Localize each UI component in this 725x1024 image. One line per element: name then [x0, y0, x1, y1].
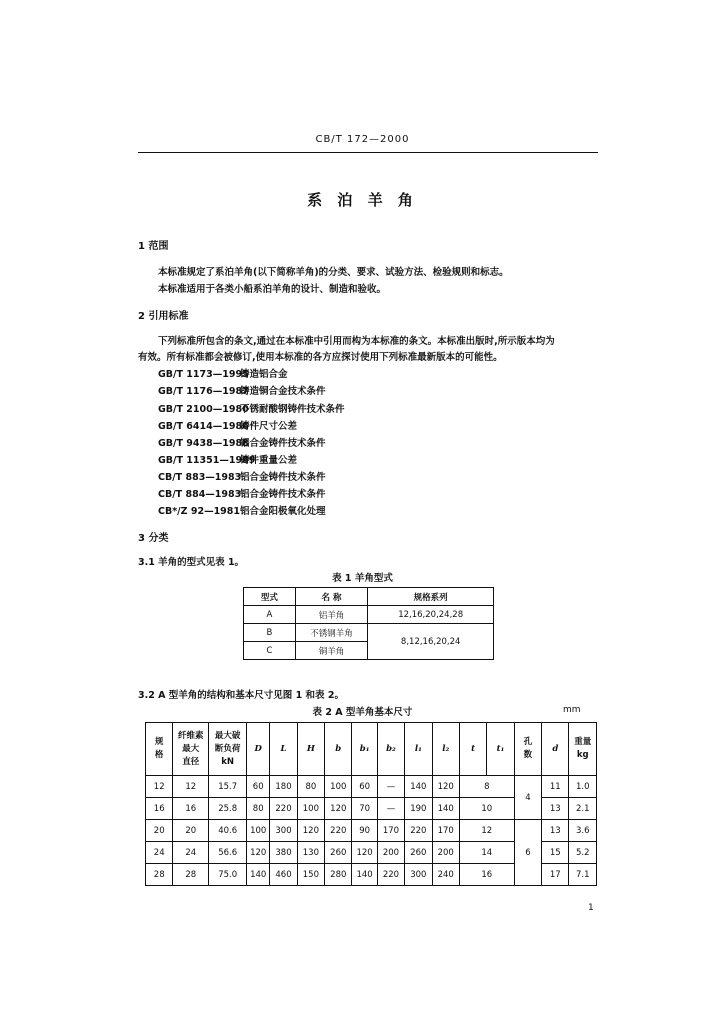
- table-cell: 140: [405, 776, 432, 798]
- section-2-para-1-cont: 有效。所有标准都会被修订,使用本标准的各方应探讨使用下列标准最新版本的可能性。: [138, 352, 503, 363]
- table-cell: 200: [377, 842, 404, 864]
- table-cell: 80: [247, 798, 270, 820]
- table-row: [244, 606, 494, 624]
- header-cell: d: [542, 723, 569, 776]
- header-cell: 重量 kg: [569, 723, 597, 776]
- table-cell: 180: [270, 776, 297, 798]
- table-cell: 280: [325, 864, 352, 886]
- table-cell: 220: [405, 820, 432, 842]
- table-header-row: [146, 723, 597, 776]
- table-cell: —: [377, 776, 404, 798]
- section-2-para-1: 下列标准所包含的条文,通过在本标准中引用而构为本标准的条文。本标准出版时,所示版本均为: [158, 336, 555, 347]
- header-cell: 规格: [146, 723, 173, 776]
- header-cell: D: [247, 723, 270, 776]
- table-cell: 12: [146, 776, 173, 798]
- header-cell: L: [270, 723, 297, 776]
- table-cell: 220: [325, 820, 352, 842]
- table-cell: 13: [542, 820, 569, 842]
- table-cell: 1.0: [569, 776, 597, 798]
- table-cell: 2.1: [569, 798, 597, 820]
- table-cell: 7.1: [569, 864, 597, 886]
- document-title: 系 泊 羊 角: [307, 191, 418, 209]
- section-2-heading: 2 引用标准: [138, 311, 189, 322]
- table-cell: 16: [459, 864, 514, 886]
- table-cell: 24: [146, 842, 173, 864]
- table-cell: 24: [173, 842, 209, 864]
- table-cell: 56.6: [209, 842, 247, 864]
- table-cell: 10: [459, 798, 514, 820]
- table-cell: 16: [173, 798, 209, 820]
- table-cell: 200: [432, 842, 459, 864]
- table-cell: B: [244, 624, 296, 642]
- table-cell: 6: [514, 820, 541, 886]
- header-cell: 名 称: [295, 588, 368, 606]
- table-cell: 460: [270, 864, 297, 886]
- header-cell: 纤维素 最大 直径: [173, 723, 209, 776]
- table-cell: 20: [173, 820, 209, 842]
- ref-item: GB/T 9438—1988铝合金铸件技术条件: [158, 438, 326, 449]
- table-cell: 17: [542, 864, 569, 886]
- header-cell: 孔 数: [514, 723, 541, 776]
- table-cell: 260: [405, 842, 432, 864]
- table-1-caption: 表 1 羊角型式: [332, 573, 393, 584]
- table-cell: 12,16,20,24,28: [368, 606, 494, 624]
- table-cell: 150: [297, 864, 324, 886]
- ref-item: GB/T 2100—1980不锈耐酸钢铸件技术条件: [158, 404, 345, 415]
- table-cell: 15.7: [209, 776, 247, 798]
- table-cell: 120: [247, 842, 270, 864]
- table-2-unit: mm: [563, 705, 581, 715]
- table-row: [146, 820, 597, 842]
- table-cell: —: [377, 798, 404, 820]
- section-3-heading: 3 分类: [138, 533, 169, 544]
- table-cell: 80: [297, 776, 324, 798]
- table-cell: 140: [352, 864, 377, 886]
- table-cell: 13: [542, 798, 569, 820]
- table-cell: 铝羊角: [295, 606, 368, 624]
- table-2: [145, 722, 597, 886]
- table-cell: 8: [459, 776, 514, 798]
- table-cell: 260: [325, 842, 352, 864]
- table-cell: 28: [146, 864, 173, 886]
- table-cell: 100: [247, 820, 270, 842]
- table-cell: 220: [377, 864, 404, 886]
- table-cell: 15: [542, 842, 569, 864]
- table-cell: 170: [377, 820, 404, 842]
- page-number: 1: [588, 903, 594, 913]
- table-cell: 40.6: [209, 820, 247, 842]
- table-cell: 75.0: [209, 864, 247, 886]
- table-cell: 380: [270, 842, 297, 864]
- table-row: [146, 776, 597, 798]
- header-rule: [138, 152, 598, 153]
- table-cell: 140: [432, 798, 459, 820]
- table-cell: 100: [325, 776, 352, 798]
- table-cell: 300: [405, 864, 432, 886]
- table-cell: 120: [325, 798, 352, 820]
- table-cell: 120: [297, 820, 324, 842]
- table-cell: 12: [173, 776, 209, 798]
- table-cell: 铜羊角: [295, 642, 368, 660]
- table-cell: 190: [405, 798, 432, 820]
- ref-item: CB/T 883—1983铝合金铸件技术条件: [158, 472, 326, 483]
- table-cell: 14: [459, 842, 514, 864]
- ref-item: CB/T 884—1983铝合金铸件技术条件: [158, 489, 326, 500]
- table-cell: 60: [247, 776, 270, 798]
- table-cell: 不锈钢羊角: [295, 624, 368, 642]
- table-cell: 220: [270, 798, 297, 820]
- table-cell: 170: [432, 820, 459, 842]
- table-cell: 100: [297, 798, 324, 820]
- header-standard-code: CB/T 172—2000: [315, 134, 410, 145]
- ref-item: CB*/Z 92—1981铝合金阳极氧化处理: [158, 506, 326, 517]
- ref-item: GB/T 1176—1987铸造铜合金技术条件: [158, 386, 326, 397]
- header-cell: t: [459, 723, 486, 776]
- header-cell: 规格系列: [368, 588, 494, 606]
- section-3-1-text: 3.1 羊角的型式见表 1。: [138, 557, 245, 568]
- table-cell: 240: [432, 864, 459, 886]
- header-cell: H: [297, 723, 324, 776]
- table-cell: 130: [297, 842, 324, 864]
- ref-item: GB/T 6414—1986铸件尺寸公差: [158, 421, 298, 432]
- table-cell: 60: [352, 776, 377, 798]
- table-row: [244, 624, 494, 642]
- header-cell: t₁: [487, 723, 514, 776]
- ref-item: GB/T 11351—1989铸件重量公差: [158, 455, 298, 466]
- table-cell: A: [244, 606, 296, 624]
- table-cell: 11: [542, 776, 569, 798]
- table-cell: 5.2: [569, 842, 597, 864]
- header-cell: b: [325, 723, 352, 776]
- table-cell: 120: [352, 842, 377, 864]
- table-cell: C: [244, 642, 296, 660]
- header-cell: l₁: [405, 723, 432, 776]
- table-cell: 300: [270, 820, 297, 842]
- table-cell: 12: [459, 820, 514, 842]
- table-cell: 70: [352, 798, 377, 820]
- ref-item: GB/T 1173—1995铸造铝合金: [158, 369, 288, 380]
- table-cell: 90: [352, 820, 377, 842]
- table-cell: 8,12,16,20,24: [368, 624, 494, 660]
- header-cell: b₁: [352, 723, 377, 776]
- table-cell: 4: [514, 776, 541, 820]
- section-3-2-text: 3.2 A 型羊角的结构和基本尺寸见图 1 和表 2。: [138, 690, 344, 701]
- table-cell: 16: [146, 798, 173, 820]
- table-header-row: [244, 588, 494, 606]
- header-cell: 型式: [244, 588, 296, 606]
- table-cell: 3.6: [569, 820, 597, 842]
- table-cell: 120: [432, 776, 459, 798]
- header-cell: b₂: [377, 723, 404, 776]
- section-1-para-1: 本标准规定了系泊羊角(以下简称羊角)的分类、要求、试验方法、检验规则和标志。: [158, 267, 509, 278]
- table-2-caption: 表 2 A 型羊角基本尺寸: [312, 707, 413, 718]
- table-1: [243, 587, 494, 660]
- table-cell: 20: [146, 820, 173, 842]
- header-cell: 最大破 断负荷 kN: [209, 723, 247, 776]
- table-cell: 28: [173, 864, 209, 886]
- table-cell: 25.8: [209, 798, 247, 820]
- header-cell: l₂: [432, 723, 459, 776]
- section-1-para-2: 本标准适用于各类小船系泊羊角的设计、制造和验收。: [158, 284, 387, 295]
- table-cell: 140: [247, 864, 270, 886]
- section-1-heading: 1 范围: [138, 241, 169, 252]
